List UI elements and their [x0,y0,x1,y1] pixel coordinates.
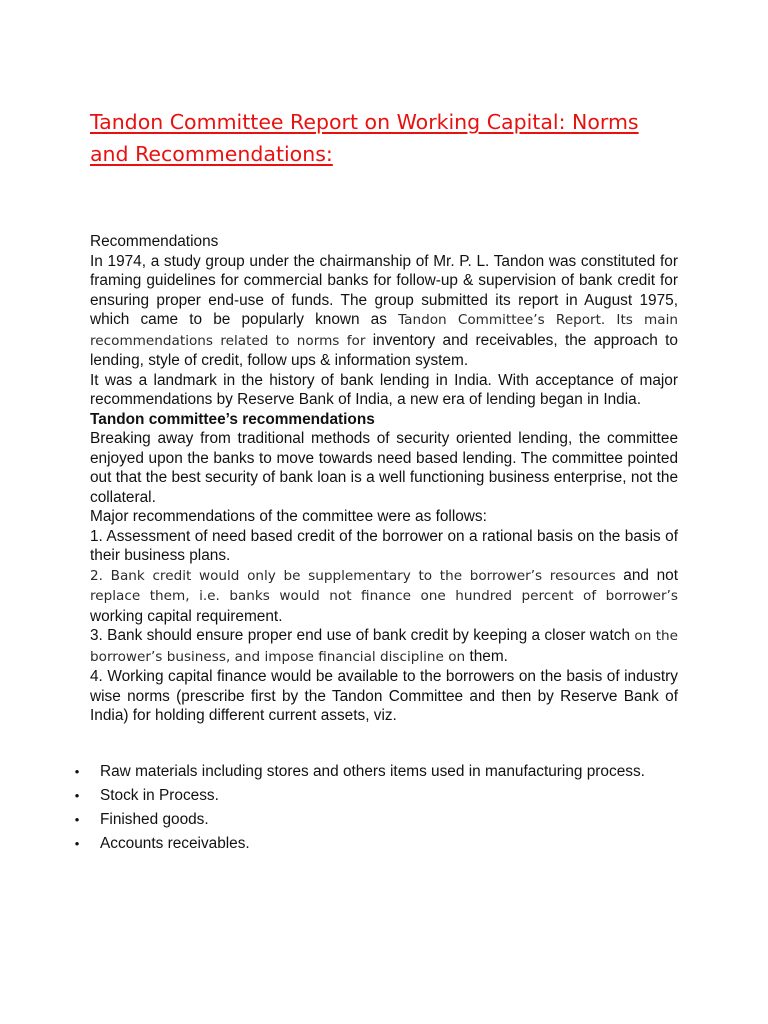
rec3-alt-text: on the borrower’s business, and impose financial discipline on [90,628,679,665]
rec2-alt-text-b: replace them, i.e. banks would not finance one hundred percent of borrower’s [90,588,678,604]
rec2-mid-text: and not [623,566,678,584]
bullet-icon: • [74,812,80,827]
rec2-end-text: working capital requirement. [90,607,283,625]
recommendation-3 [90,626,678,667]
list-item-text: Stock in Process. [100,787,219,804]
recommendation-4: 4. Working capital finance would be available to the borrowers on the basis of industry wise norms (prescribe first by the Tandon Committee and then by Reserve Bank of India) for holding different current assets, viz. [90,668,678,724]
list-item [72,784,678,808]
list-item [72,760,678,784]
current-assets-list [72,760,678,856]
recommendation-1: 1. Assessment of need based credit of the borrower on a rational basis on the basis of their business plans. [90,527,678,564]
intro-paragraph [90,252,678,371]
list-item [72,832,678,856]
intro-text: In 1974, a study group under the chairmanship of Mr. P. L. Tandon was constituted for framing guidelines for commercial banks for follow-up & supervision of bank credit for ensuring proper end-use of funds. The group submitted its report in August 1975, which came to be popularly known as [90,252,678,328]
breakaway-paragraph: Breaking away from traditional methods of security oriented lending, the committee enjoyed upon the banks to move towards need based lending. The committee pointed out that the best security of bank loan is a well functioning business enterprise, not the collateral. [90,430,678,506]
list-item-text: Accounts receivables. [100,835,250,852]
recommendation-2 [90,566,678,627]
rec2-alt-text-a: 2. Bank credit would only be supplementary to the borrower’s resources [90,567,616,584]
section-heading: Tandon committee’s recommendations [90,410,375,428]
intro-end-text: inventory and receivables, the approach to lending, style of credit, follow ups & information system. [90,331,678,369]
section-label: Recommendations [90,233,219,250]
landmark-paragraph: It was a landmark in the history of bank lending in India. With acceptance of major recommendations by Reserve Bank of India, a new era of lending began in India. [90,371,678,408]
bullet-icon: • [74,764,80,779]
document-body [90,232,678,726]
page-title [90,106,680,170]
list-item-text: Finished goods. [100,811,209,828]
bullet-icon: • [74,836,80,851]
list-item [72,808,678,832]
rec3-start-text: 3. Bank should ensure proper end use of bank credit by keeping a closer watch [90,627,631,644]
list-item-text: Raw materials including stores and others items used in manufacturing process. [100,763,645,780]
major-intro: Major recommendations of the committee were as follows: [90,508,487,525]
bullet-icon: • [74,788,80,803]
rec3-end-text: them. [469,647,508,665]
intro-alt-font-text: Tandon Committee’s Report. Its main recommendations related to norms for [90,312,678,349]
page-title-text: Tandon Committee Report on Working Capital: Norms and Recommendations: [90,110,639,166]
